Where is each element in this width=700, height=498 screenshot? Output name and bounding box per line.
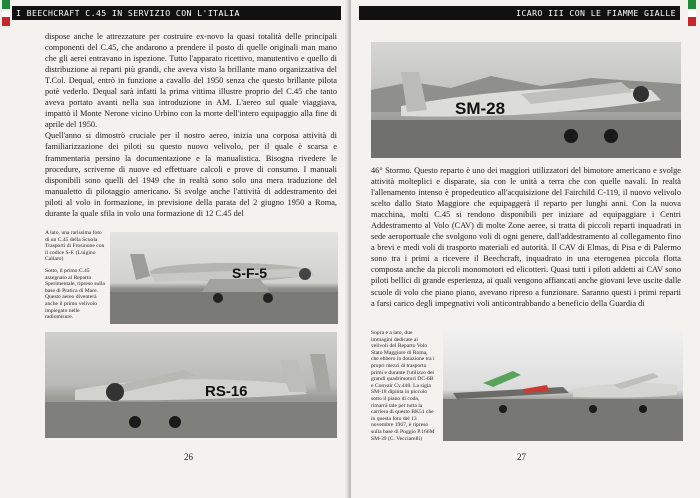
- right-page: [351, 0, 700, 498]
- aircraft-code: S-F-5: [232, 265, 267, 281]
- photo-caption: A lato, una rarissima foto di un C.45 della Scuola Trasporti di Frosinone con il codice S-F. (Luigino Caliaro): [45, 230, 105, 263]
- beechcraft-rs16-image: [45, 332, 337, 438]
- italian-flag-icon: [688, 0, 696, 26]
- paragraph: Quell'anno si dimostrò cruciale per il nostro aereo, inizia una corposa attività di familiarizzazione dei piloti su questo nuovo velivolo, per il quale è scarsa e frammentaria persino la documentazione e la manualistica. Bisogna rivedere le procedure, scriverne di nuove ed effettuare calcoli e prove di consumo. I manuali disponibili sono quelli del 1949 che in realtà sono solo una mera traduzione del manualetto di pilotaggio americano. Si svolge anche l'attività di addestramento dei piloti al volo in formazione, in previsione della parata del 2 giugno 1950 a Roma, durante la quale sfila in volo una formazione di 12 C.45 del: [45, 131, 337, 218]
- aircraft-photo: [110, 232, 338, 324]
- aircraft-photo: [443, 327, 683, 441]
- body-text-right: [371, 165, 681, 309]
- italian-flag-icon: [2, 0, 10, 26]
- aircraft-photo: [371, 42, 681, 158]
- page-number: 26: [184, 452, 193, 462]
- page-number: 27: [517, 452, 526, 462]
- photo-caption: Sotto, il primo C.45 assegnato al Reparto Sperimentale, ripreso sulla base di Pratica di Mare. Questo aereo diventerà anche il primo velivolo impiegato nelle radiomisure.: [45, 268, 105, 321]
- body-text-left: [45, 31, 337, 219]
- left-page: [0, 0, 349, 498]
- paragraph: dispose anche le attrezzature per costruire ex-novo la quasi totalità delle principali componenti del C.45, che andarono a prendere il posto di quelle originali man mano che gli aerei entravano in ispezione. Tutto l'apparato ricettivo, manutentivo e quello di distribuzione ai reparti più grandi, che aveva visto la brillante mano organizzativa del T.Col. Dequal, entrò in funzione a cavallo del 1950 senza che questo brillante pilota potè vederlo. Dequal sarà infatti la prima vittima illustre proprio del C.45 che tanto aveva portato avanti nella sua introduzione in AM. L'aereo sul quale viaggiava, impattò il Monte Nerone vicino Urbino con la morte dell'intero equipaggio alla fine di aprile del 1950.: [45, 32, 337, 130]
- running-header-left: I BEECHCRAFT C.45 IN SERVIZIO CON L'ITALIA: [12, 6, 341, 20]
- beechcraft-sf5-image: [110, 232, 338, 324]
- aircraft-photo: [45, 332, 337, 438]
- aircraft-code: RS-16: [205, 383, 248, 400]
- photo-caption: Sopra e a lato, due immagini dedicate ai velivoli del Reparto Volo Stato Maggiore di Roma, che ebbero in dotazione tra i propri mezzi di trasporto primi e durante l'utilizzo dei grandi quadrimotori DC-6B e Convair Cv.440. La sigla SM-18 dipinta in piccolo sotto il piano di coda, rimarrà tale per tutta la carriera di questo BK51 che in questa foto del 13 novembre 1967, è ripreso sulla base di Poggio P.166M SM-39 (C. Vecciarelli): [371, 330, 435, 442]
- aircraft-ramp-image: [443, 327, 683, 441]
- running-header-right: ICARO III CON LE FIAMME GIALLE: [359, 6, 680, 20]
- aircraft-code: SM-28: [455, 99, 506, 118]
- paragraph: 46° Stormo. Questo reparto è uno dei maggiori utilizzatori del bimotore americano e svolge attività molteplici e disparate, sia con le unità a terra che con quelle navali. In realtà l'allenamento intenso è propedeutico all'acquisizione del Fairchild C-119, il nuovo velivolo scelto dallo Stato Maggiore che equipaggerà il reparto per lunghi anni. Con la nuova macchina, molti C.45 si rendono disponibili per iniziare ad equipaggiare i Centri Addestramento al Volo (CAV) di molte Zone aeree, si tratta di piccoli reparti inquadrati in sede aeroportuale che svolgono voli di ogni genere, dall'addestramento al collegamento fino a brevi e medi voli di trasporto materiali ed autorità. Il CAV di Elmas, di Pisa e di Palermo sono tra i primi a ricevere il Beechcraft, inquadrato in una eterogenea piccola flotta composta anche da piccoli monomotori ed elicotteri. Quasi tutti i piloti addetti ai CAV sono piloti bellici di grande esperienza, ai quali vengono affiancati anche giovani leve uscite dalle scuole di volo che piano piano, avevano ripreso a funzionare. Saranno questi i primi reparti a farsi carico degli impegnativi voli anticontrabbando a beneficio della Guardia di: [371, 166, 681, 308]
- beechcraft-sm28-image: [371, 42, 681, 158]
